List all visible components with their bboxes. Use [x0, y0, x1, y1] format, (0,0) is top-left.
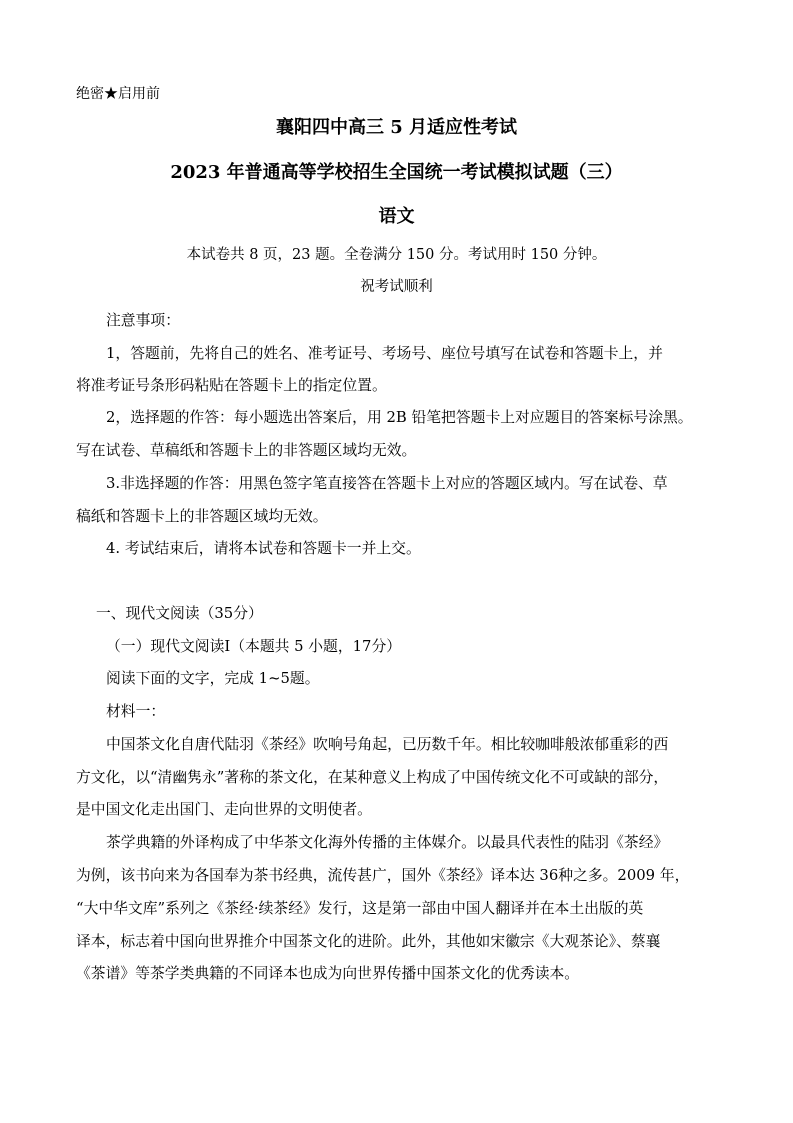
secret-mark: 绝密★启用前 — [76, 86, 160, 102]
note-item-1-line-2: 将准考证号条形码粘贴在答题卡上的指定位置。 — [76, 377, 387, 394]
reading-instruction: 阅读下面的文字，完成 1~5题。 — [106, 670, 320, 687]
note-item-2-line-1: 2，选择题的作答：每小题选出答案后，用 2B 铅笔把答题卡上对应题目的答案标号涂黑。 — [106, 409, 693, 426]
exam-info: 本试卷共 8 页，23 题。全卷满分 150 分。考试用时 150 分钟。 — [186, 247, 607, 263]
notes-heading: 注意事项： — [106, 312, 180, 329]
passage-line: 中国茶文化自唐代陆羽《茶经》吹响号角起，已历数千年。相比较咖啡般浓郁重彩的西 — [106, 736, 669, 753]
passage-line: 是中国文化走出国门、走向世界的文明使者。 — [76, 801, 372, 818]
passage-line: 《茶谱》等茶学类典籍的不同译本也成为向世界传播中国茶文化的优秀读本。 — [76, 965, 580, 982]
exam-title: 襄阳四中高三 5 月适应性考试 — [275, 117, 518, 138]
subject-title: 语文 — [378, 206, 415, 227]
subsection-heading: （一）现代文阅读Ⅰ（本题共 5 小题，17分） — [106, 638, 402, 655]
passage-line: 方文化，以“清幽隽永”著称的茶文化，在某种意义上构成了中国传统文化不可或缺的部分， — [76, 769, 669, 786]
passage-line: 译本，标志着中国向世界推介中国茶文化的进阶。此外，其他如宋徽宗《大观茶论》、蔡襄 — [76, 933, 661, 950]
passage-line: “大中华文库”系列之《茶经·续茶经》发行，这是第一部由中国人翻译并在本土出版的英 — [76, 900, 644, 917]
material-label: 材料一： — [106, 703, 166, 720]
note-item-1-line-1: 1，答题前，先将自己的姓名、准考证号、考场号、座位号填写在试卷和答题卡上，并 — [106, 345, 663, 362]
note-item-3-line-1: 3.非选择题的作答：用黑色签字笔直接答在答题卡上对应的答题区域内。写在试卷、草 — [106, 475, 668, 492]
exam-subtitle: 2023 年普通高等学校招生全国统一考试模拟试题（三） — [170, 162, 623, 183]
section-heading: 一、现代文阅读（35分） — [96, 605, 263, 622]
note-item-2-line-2: 写在试卷、草稿纸和答题卡上的非答题区域均无效。 — [76, 442, 417, 459]
passage-line: 茶学典籍的外译构成了中华茶文化海外传播的主体媒介。以最具代表性的陆羽《茶经》 — [106, 834, 669, 851]
note-item-3-line-2: 稿纸和答题卡上的非答题区域均无效。 — [76, 508, 328, 525]
note-item-4: 4. 考试结束后，请将本试卷和答题卡一并上交。 — [106, 540, 421, 557]
good-luck-text: 祝考试顺利 — [360, 279, 433, 295]
passage-line: 为例，该书向来为各国奉为茶书经典，流传甚广，国外《茶经》译本达 36种之多。2009 年， — [76, 867, 690, 884]
